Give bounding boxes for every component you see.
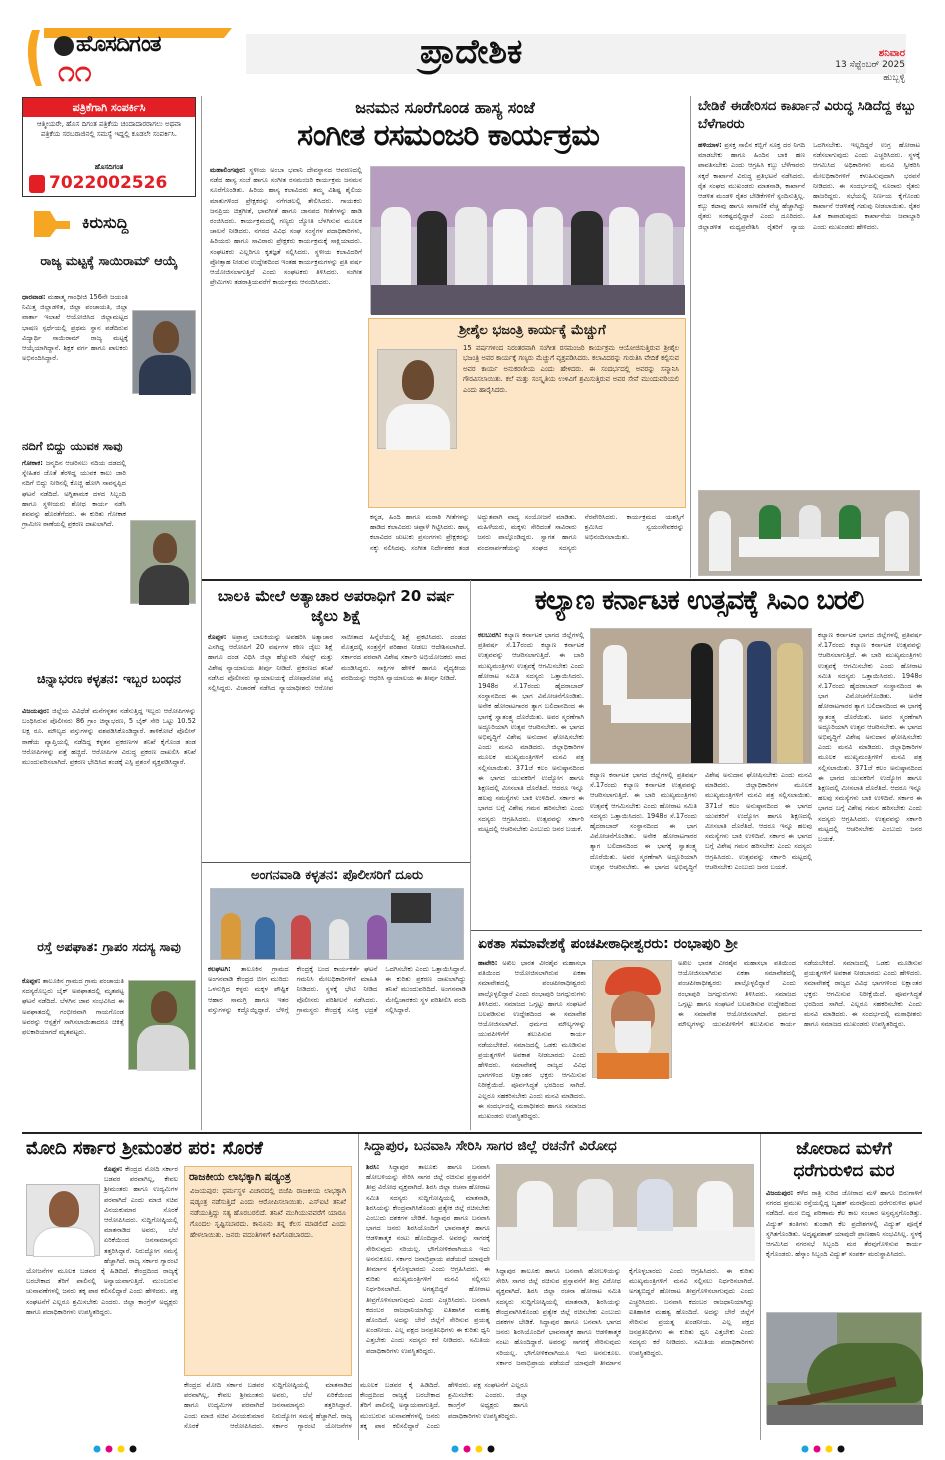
sagara-col2: ಸಿದ್ದಾಪುರ ತಾಲೂಕು ಹಾಗೂ ಬನವಾಸಿ ಹೋಬಳಿಯನ್ನು ಸೇರಿಸಿ ಸಾಗರ ಜಿಲ್ಲೆ ರಚಿಸುವ ಪ್ರಸ್ತಾವನೆಗೆ ತೀವ್ರ ವಿರೋಧ ವ್ಯಕ್ತವಾಗಿದೆ. ಶಿರಸಿ ಜಿಲ್ಲಾ ರಚನಾ ಹೋರಾಟ ಸಮಿತಿ ಸದಸ್ಯರು ಸುದ್ದಿಗೋಷ್ಠಿಯಲ್ಲಿ ಮಾತನಾಡಿ, ಶಿರಸಿಯನ್ನು ಕೇಂದ್ರವಾಗಿಸಿಕೊಂಡು ಪ್ರತ್ಯೇಕ ಜಿಲ್ಲೆ ರಚಿಸಬೇಕು ಎಂಬುದು ದಶಕಗಳ ಬೇಡಿಕೆ. ಸಿದ್ದಾಪುರ ಹಾಗೂ ಬನವಾಸಿ ಭಾಗದ ಜನರು ಶಿರಸಿಯೊಂದಿಗೆ ಭಾವನಾತ್ಮಕ ಹಾಗೂ ಆಡಳಿತಾತ್ಮಕ ನಂಟು ಹೊಂದಿದ್ದಾರೆ. ಅವರನ್ನು ಸಾಗರಕ್ಕೆ ಸೇರಿಸುವುದು ಸರಿಯಲ್ಲ. ಭೌಗೋಳಿಕವಾಗಿಯೂ ಇದು ಅನನುಕೂಲ. ಸರ್ಕಾರ ಜನಾಭಿಪ್ರಾಯ ಪಡೆಯದೆ ಯಾವುದೇ ತೀರ್ಮಾನ ಕೈಗೊಳ್ಳಬಾರದು ಎಂದು ಆಗ್ರಹಿಸಿದರು. ಈ ಕುರಿತು ಮುಖ್ಯಮಂತ್ರಿಗಳಿಗೆ ಮನವಿ ಸಲ್ಲಿಸಲು ನಿರ್ಧರಿಸಲಾಗಿದೆ. ಅಗತ್ಯಬಿದ್ದರೆ ಹೋರಾಟ ತೀವ್ರಗೊಳಿಸಲಾಗುವುದು ಎಂದು ಎಚ್ಚರಿಸಿದರು. ಬನವಾಸಿ ಕದಂಬರ ರಾಜಧಾನಿಯಾಗಿದ್ದು ಐತಿಹಾಸಿಕ ಮಹತ್ವ ಹೊಂದಿದೆ. ಅದನ್ನು ಬೇರೆ ಜಿಲ್ಲೆಗೆ ಸೇರಿಸುವ ಪ್ರಯತ್ನ ಖಂಡನೀಯ. ಎಲ್ಲ ಪಕ್ಷದ ಜನಪ್ರತಿನಿಧಿಗಳು ಈ ಕುರಿತು ಧ್ವನಿ ಎತ್ತಬೇಕು ಎಂದು ಸದಸ್ಯರು ಕರೆ ನೀಡಿದರು. ಸಮಿತಿಯ ಪದಾಧಿಕಾರಿಗಳು ಉಪಸ್ಥಿತರಿದ್ದರು. xyxy=(496,1267,754,1367)
contact-sign: ಹೊಸದಿಗಂತ xyxy=(94,163,124,171)
ekata-headline: ಏಕತಾ ಸಮಾವೇಶಕ್ಕೆ ಪಂಚಪೀಠಾಧೀಶ್ವರರು: ರಂಭಾಪುರಿ ಶ್ರೀ xyxy=(478,936,738,952)
brief-theft xyxy=(22,670,196,932)
brief-text: ತಾಲೂಕಿನ ಗ್ರಾಮದ ಗ್ರಾಮ ಪಂಚಾಯತಿ ಸದಸ್ಯರೊಬ್ಬರು ಬೈಕ್ ಅಪಘಾತದಲ್ಲಿ ಮೃತಪಟ್ಟ ಘಟನೆ ನಡೆದಿದೆ. ಬೆಳಗಿನ ಜಾವ ಸಂಭವಿಸಿದ ಈ ಅಪಘಾತದಲ್ಲಿ ಗಂಭೀರವಾಗಿ ಗಾಯಗೊಂಡ ಅವರನ್ನು ಆಸ್ಪತ್ರೆಗೆ ಸಾಗಿಸಲಾಯಿತಾದರೂ ಚಿಕಿತ್ಸೆ ಫಲಕಾರಿಯಾಗದೆ ಮೃತಪಟ್ಟರು. xyxy=(22,977,124,1037)
person-figure xyxy=(455,207,487,285)
person-figure xyxy=(719,639,743,763)
person-shirt xyxy=(386,404,450,450)
bhajantri-photo xyxy=(377,349,457,449)
farmers-body xyxy=(698,140,920,486)
person-figure xyxy=(885,511,909,571)
tree-dateline: ವಿಜಯಪುರ: xyxy=(766,1189,794,1197)
kalyana-col1 xyxy=(478,630,584,925)
tree-headline: ಜೋರಾದ ಮಳೆಗೆ ಧರೆಗುರುಳಿದ ಮರ xyxy=(793,1139,895,1181)
registration-marks xyxy=(0,1444,945,1456)
modi-body-2: ಕೇಂದ್ರದ ಮೋದಿ ಸರ್ಕಾರ ಬಡವರ ಪರವಾಗಿಲ್ಲ, ಕೇವಲ ಶ್ರೀಮಂತರು ಹಾಗೂ ಉದ್ಯಮಿಗಳ ಪರವಾಗಿದೆ ಎಂದು ಮಾಜಿ ಸಚಿವ ವಿನಯಕುಮಾರ ಸೊರಕೆ ಆರೋಪಿಸಿದರು. ಸುದ್ದಿಗೋಷ್ಠಿಯಲ್ಲಿ ಮಾತನಾಡಿದ ಅವರು, ಬೆಲೆ ಏರಿಕೆಯಿಂದ ಜನಸಾಮಾನ್ಯರು ತತ್ತರಿಸಿದ್ದಾರೆ. ನಿರುದ್ಯೋಗ ಸಮಸ್ಯೆ ಹೆಚ್ಚಾಗಿದೆ. ರಾಜ್ಯ ಸರ್ಕಾರ ಗ್ಯಾರಂಟಿ ಯೋಜನೆಗಳ ಮೂಲಕ ಬಡವರ ಕೈ ಹಿಡಿದಿದೆ. ಕೇಂದ್ರದಿಂದ ರಾಜ್ಯಕ್ಕೆ ಬರಬೇಕಾದ ತೆರಿಗೆ ಪಾಲಿನಲ್ಲಿ ಅನ್ಯಾಯವಾಗುತ್ತಿದೆ. ಮುಂಬರುವ ಚುನಾವಣೆಗಳಲ್ಲಿ ಜನರು ತಕ್ಕ ಪಾಠ ಕಲಿಸಲಿದ್ದಾರೆ ಎಂದು ಹೇಳಿದರು. ಪಕ್ಷ ಸಂಘಟನೆಗೆ ಎಲ್ಲರೂ ಶ್ರಮಿಸಬೇಕು ಎಂದರು. ಜಿಲ್ಲಾ ಕಾಂಗ್ರೆಸ್ ಅಧ್ಯಕ್ಷರು ಹಾಗೂ ಪದಾಧಿಕಾರಿಗಳು ಉಪಸ್ಥಿತರಿದ್ದರು. xyxy=(184,1381,528,1430)
divider-h2 xyxy=(202,862,470,863)
swamiji-photo xyxy=(592,960,672,1078)
lead-kicker: ಜನಮನ ಸೂರೆಗೊಂಡ ಹಾಸ್ಯ ಸಂಜೆ xyxy=(355,98,535,117)
bhajantri-box xyxy=(368,318,686,508)
sagara-dateline: ಶಿರಸಿ: xyxy=(366,1163,380,1171)
person-figure xyxy=(577,1179,613,1231)
person-figure xyxy=(417,211,447,285)
section-title: ಪ್ರಾದೇಶಿಕ xyxy=(420,32,523,72)
person-figure xyxy=(603,645,627,705)
person-figure xyxy=(571,211,603,285)
brief-dateline: ವಿಜಯಪುರ: xyxy=(22,707,50,715)
kalyana-col2: ಕಲ್ಯಾಣ ಕರ್ನಾಟಕ ಭಾಗದ ಜಿಲ್ಲೆಗಳಲ್ಲಿ ಪ್ರತಿವರ್ಷ ಸೆ.17ರಂದು ಕಲ್ಯಾಣ ಕರ್ನಾಟಕ ಉತ್ಸವವನ್ನು ಆಚರಿಸಲಾಗುತ್ತಿದೆ. ಈ ಬಾರಿ ಮುಖ್ಯಮಂತ್ರಿಗಳು ಉತ್ಸವಕ್ಕೆ ಆಗಮಿಸಬೇಕು ಎಂದು ಹೋರಾಟ ಸಮಿತಿ ಸದಸ್ಯರು ಒತ್ತಾಯಿಸಿದರು. 1948ರ ಸೆ.17ರಂದು ಹೈದರಾಬಾದ್ ಸಂಸ್ಥಾನದಿಂದ ಈ ಭಾಗ ವಿಮೋಚನೆಗೊಂಡಿತು. ಅನೇಕ ಹೋರಾಟಗಾರರ ತ್ಯಾಗ ಬಲಿದಾನದಿಂದ ಈ ಭಾಗಕ್ಕೆ ಸ್ವಾತಂತ್ರ್ಯ ದೊರೆಯಿತು. ಅವರ ಸ್ಮರಣೆಗಾಗಿ ಅದ್ದೂರಿಯಾಗಿ ಉತ್ಸವ ಆಚರಿಸಬೇಕು. ಈ ಭಾಗದ ಅಭಿವೃದ್ಧಿಗೆ ವಿಶೇಷ ಅನುದಾನ ಘೋಷಿಸಬೇಕು ಎಂದು ಮನವಿ ಮಾಡಿದರು. ಜಿಲ್ಲಾಧಿಕಾರಿಗಳ ಮೂಲಕ ಮುಖ್ಯಮಂತ್ರಿಗಳಿಗೆ ಮನವಿ ಪತ್ರ ಸಲ್ಲಿಸಲಾಯಿತು. 371ಜೆ ಕಲಂ ಅನುಷ್ಠಾನದಿಂದ ಈ ಭಾಗದ ಯುವಕರಿಗೆ ಉದ್ಯೋಗ ಹಾಗೂ ಶಿಕ್ಷಣದಲ್ಲಿ ಮೀಸಲಾತಿ ದೊರೆತಿದೆ. ಆದರೂ ಇನ್ನೂ ಹಲವು ಸಮಸ್ಯೆಗಳು ಬಾಕಿ ಉಳಿದಿವೆ. ಸರ್ಕಾರ ಈ ಭಾಗದ ಬಗ್ಗೆ ವಿಶೇಷ ಗಮನ ಹರಿಸಬೇಕು ಎಂದು ಸದಸ್ಯರು ಆಗ್ರಹಿಸಿದರು. ಉತ್ಸವವನ್ನು ಸರ್ಕಾರಿ ಮಟ್ಟದಲ್ಲಿ ಆಚರಿಸಬೇಕು ಎಂಬುದು ಜನರ ಬಯಕೆ. xyxy=(590,771,812,871)
person-figure xyxy=(777,643,803,763)
anganwadi-text: ತಾಲೂಕಿನ ಗ್ರಾಮದ ಅಂಗನವಾಡಿ ಕೇಂದ್ರದ ಬೀಗ ಮುರಿದು ಒಳನುಗ್ಗಿದ ಕಳ್ಳರು ಮಕ್ಕಳ ಪೌಷ್ಟಿಕ ಆಹಾರ ಸಾಮಗ್ರಿ ಹಾಗೂ ಇತರ ವಸ್ತುಗಳನ್ನು ಕದ್ದೊಯ್ದಿದ್ದಾರೆ. ಬೆಳಿಗ್ಗೆ ಕೇಂದ್ರಕ್ಕೆ ಬಂದ ಕಾರ್ಯಕರ್ತೆ ಘಟನೆ ಗಮನಿಸಿ ಮೇಲಧಿಕಾರಿಗಳಿಗೆ ಮಾಹಿತಿ ನೀಡಿದರು. ಸ್ಥಳಕ್ಕೆ ಭೇಟಿ ನೀಡಿದ ಪೊಲೀಸರು ಪರಿಶೀಲನೆ ನಡೆಸಿದರು. ಗ್ರಾಮಸ್ಥರು ಕೇಂದ್ರಕ್ಕೆ ಸೂಕ್ತ ಭದ್ರತೆ ಒದಗಿಸಬೇಕು ಎಂದು ಒತ್ತಾಯಿಸಿದ್ದಾರೆ. ಈ ಕುರಿತು ಪ್ರಕರಣ ದಾಖಲಾಗಿದ್ದು ತನಿಖೆ ಮುಂದುವರಿದಿದೆ. ಅಂಗನವಾಡಿ ಮೇಲ್ವಿಚಾರಕರು ಸ್ಥಳ ಪರಿಶೀಲಿಸಿ ವರದಿ ಸಲ್ಲಿಸಿದ್ದಾರೆ. xyxy=(208,965,466,1014)
divider-v2 xyxy=(470,580,471,1130)
person-figure xyxy=(697,1181,733,1231)
ekata-col2: ಅಖಿಲ ಭಾರತ ವೀರಶೈವ ಮಹಾಸಭಾ ವತಿಯಿಂದ ಆಯೋಜಿಸಲಾಗಿರುವ ಏಕತಾ ಸಮಾವೇಶದಲ್ಲಿ ಪಂಚಪೀಠಾಧೀಶ್ವರರು ಪಾಲ್ಗೊಳ್ಳಲಿದ್ದಾರೆ ಎಂದು ರಂಭಾಪುರಿ ಜಗದ್ಗುರುಗಳು ತಿಳಿಸಿದರು. ಸಮಾಜದ ಒಗ್ಗಟ್ಟು ಹಾಗೂ ಸಂಘಟನೆ ಬಲಪಡಿಸುವ ಉದ್ದೇಶದಿಂದ ಈ ಸಮಾವೇಶ ಆಯೋಜಿಸಲಾಗಿದೆ. ಧರ್ಮದ ಮೌಲ್ಯಗಳನ್ನು ಯುವಪೀಳಿಗೆಗೆ ತಲುಪಿಸುವ ಕಾರ್ಯ ನಡೆಯಬೇಕಿದೆ. ಸಮಾಜದಲ್ಲಿ ಒಡಕು ಮೂಡಿಸುವ ಪ್ರಯತ್ನಗಳಿಗೆ ಅವಕಾಶ ನೀಡಬಾರದು ಎಂದು ಹೇಳಿದರು. ಸಮಾವೇಶಕ್ಕೆ ರಾಜ್ಯದ ವಿವಿಧ ಭಾಗಗಳಿಂದ ಲಕ್ಷಾಂತರ ಭಕ್ತರು ಆಗಮಿಸುವ ನಿರೀಕ್ಷೆಯಿದೆ. ಪೂರ್ವಸಿದ್ಧತೆ ಭರದಿಂದ ಸಾಗಿದೆ. ಎಲ್ಲರೂ ಸಹಕರಿಸಬೇಕು ಎಂದು ಮನವಿ ಮಾಡಿದರು. ಈ ಸಂದರ್ಭದಲ್ಲಿ ಮಠಾಧೀಶರು ಹಾಗೂ ಸಮಾಜದ ಮುಖಂಡರು ಉಪಸ್ಥಿತರಿದ್ದರು. xyxy=(678,959,922,1029)
sidebar-divider xyxy=(201,96,202,1130)
person-figure xyxy=(747,641,771,763)
lead-body xyxy=(210,165,362,515)
brief-headline: ರಸ್ತೆ ಅಪಘಾತ: ಗ್ರಾಪಂ ಸದಸ್ಯ ಸಾವು xyxy=(37,939,181,954)
kalyana-photo xyxy=(590,628,812,764)
divider-v4 xyxy=(760,1134,761,1440)
farmers-text: ಪ್ರಸಕ್ತ ಸಾಲಿನ ಕಬ್ಬಿಗೆ ಸೂಕ್ತ ದರ ನಿಗದಿ ಮಾಡಬೇಕು ಹಾಗೂ ಹಿಂದಿನ ಬಾಕಿ ಹಣ ಪಾವತಿಸಬೇಕು ಎಂದು ಆಗ್ರಹಿಸಿ ಕಬ್ಬು ಬೆಳೆಗಾರರು ಸಕ್ಕರೆ ಕಾರ್ಖಾನೆ ವಿರುದ್ಧ ಪ್ರತಿಭಟನೆ ನಡೆಸಿದರು. ರೈತ ಸಂಘದ ಮುಖಂಡರು ಮಾತನಾಡಿ, ಕಾರ್ಖಾನೆ ಆಡಳಿತ ಮಂಡಳಿ ರೈತರ ಬೇಡಿಕೆಗಳಿಗೆ ಸ್ಪಂದಿಸುತ್ತಿಲ್ಲ. ಕಬ್ಬು ಕಟಾವು ಹಾಗೂ ಸಾಗಾಣಿಕೆ ವೆಚ್ಚ ಹೆಚ್ಚಾಗಿದ್ದು ರೈತರು ಸಂಕಷ್ಟದಲ್ಲಿದ್ದಾರೆ ಎಂದು ದೂರಿದರು. ಜಿಲ್ಲಾಡಳಿತ ಮಧ್ಯಪ್ರವೇಶಿಸಿ ರೈತರಿಗೆ ನ್ಯಾಯ ಒದಗಿಸಬೇಕು. ಇಲ್ಲದಿದ್ದರೆ ಉಗ್ರ ಹೋರಾಟ ನಡೆಸಲಾಗುವುದು ಎಂದು ಎಚ್ಚರಿಸಿದರು. ಸ್ಥಳಕ್ಕೆ ಆಗಮಿಸಿದ ಅಧಿಕಾರಿಗಳು ಮನವಿ ಸ್ವೀಕರಿಸಿ ಮೇಲಧಿಕಾರಿಗಳಿಗೆ ಕಳುಹಿಸುವುದಾಗಿ ಭರವಸೆ ನೀಡಿದರು. ಈ ಸಂದರ್ಭದಲ್ಲಿ ನೂರಾರು ರೈತರು ಹಾಜರಿದ್ದರು. ಸಭೆಯಲ್ಲಿ ನಿರ್ಣಯ ಕೈಗೊಂಡು ಕಾರ್ಖಾನೆ ಆಡಳಿತಕ್ಕೆ ಗಡುವು ನೀಡಲಾಯಿತು. ರೈತರ ಹಿತ ಕಾಪಾಡುವುದು ಕಾರ್ಖಾನೆಯ ಜವಾಬ್ದಾರಿ ಎಂದು ಮುಖಂಡರು ಹೇಳಿದರು. xyxy=(698,141,920,231)
wall-board xyxy=(391,893,431,923)
logo-text: ಹೊಸದಿಗಂತ xyxy=(76,32,161,57)
phone-icon xyxy=(29,175,45,193)
phone-row xyxy=(29,173,191,195)
ekata-dateline: ಹಾವೇರಿ: xyxy=(478,959,498,967)
brief-body xyxy=(22,292,196,432)
edition-city: ಹುಬ್ಬಳ್ಳಿ xyxy=(883,73,905,83)
registration-center xyxy=(450,1444,500,1454)
lead-text: ಸ್ಥಳೀಯ ಅಂಬಾ ಭವಾನಿ ದೇವಸ್ಥಾನದ ಆವರಣದಲ್ಲಿ ನಡೆದ ಹಾಸ್ಯ ಸಂಜೆ ಹಾಗೂ ಸಂಗೀತ ರಸಮಂಜರಿ ಕಾರ್ಯಕ್ರಮ ಜನಮನ ಸೂರೆಗೊಂಡಿತು. ಹಿರಿಯ ಹಾಸ್ಯ ಕಲಾವಿದರು ತಮ್ಮ ವಿಶಿಷ್ಟ ಶೈಲಿಯ ಮಾತುಗಳಿಂದ ಪ್ರೇಕ್ಷಕರನ್ನು ನಗೆಗಡಲಲ್ಲಿ ತೇಲಿಸಿದರು. ಗಾಯಕರು ಜನಪ್ರಿಯ ಚಿತ್ರಗೀತೆ, ಭಾವಗೀತೆ ಹಾಗೂ ಜಾನಪದ ಗೀತೆಗಳನ್ನು ಹಾಡಿ ರಂಜಿಸಿದರು. ಕಾರ್ಯಕ್ರಮದಲ್ಲಿ ಗಣ್ಯರು ಜ್ಯೋತಿ ಬೆಳಗಿಸುವ ಮೂಲಕ ಚಾಲನೆ ನೀಡಿದರು. ನಗರದ ವಿವಿಧ ಸಂಘ ಸಂಸ್ಥೆಗಳ ಪದಾಧಿಕಾರಿಗಳು, ಹಿರಿಯರು ಹಾಗೂ ಸಾವಿರಾರು ಪ್ರೇಕ್ಷಕರು ಕಾರ್ಯಕ್ರಮಕ್ಕೆ ಸಾಕ್ಷಿಯಾದರು. ಸಂಘಟಕರು ಎಲ್ಲರಿಗೂ ಕೃತಜ್ಞತೆ ಸಲ್ಲಿಸಿದರು. ಸ್ಥಳೀಯ ಕಲಾವಿದರಿಗೆ ಪ್ರೋತ್ಸಾಹ ನೀಡುವ ಉದ್ದೇಶದಿಂದ ಇಂತಹ ಕಾರ್ಯಕ್ರಮಗಳನ್ನು ಪ್ರತಿ ವರ್ಷ ಆಯೋಜಿಸಲಾಗುತ್ತಿದೆ ಎಂದು ಸಂಘಟಕರು ತಿಳಿಸಿದರು. ಸಂಗೀತ ಪ್ರೇಮಿಗಳು ತಡರಾತ್ರಿಯವರೆಗೆ ಕಾರ್ಯಕ್ರಮ ಆನಂದಿಸಿದರು. xyxy=(210,166,362,287)
anganwadi-dateline: ಕಲಘಟಗಿ: xyxy=(208,965,231,973)
person-figure xyxy=(609,207,639,285)
sagara-photo xyxy=(496,1164,754,1260)
box-title: ಶ್ರೀಶೈಲ ಭಜಂತ್ರಿ ಕಾರ್ಯಕ್ಕೆ ಮೆಚ್ಚುಗೆ xyxy=(459,323,606,338)
person-figure xyxy=(329,919,349,959)
brief-river xyxy=(22,438,196,663)
person-figure xyxy=(493,209,527,285)
anganwadi-body xyxy=(208,964,466,1130)
person-figure xyxy=(533,207,563,285)
box-title: ರಾಜಕೀಯ ಲಾಭಕ್ಕಾಗಿ ಷಡ್ಯಂತ್ರ xyxy=(189,1171,291,1183)
brief-sairam xyxy=(22,252,196,432)
sagara-headline: ಸಿದ್ದಾಪುರ, ಬನವಾಸಿ ಸೇರಿಸಿ ಸಾಗರ ಜಿಲ್ಲೆ ರಚನೆಗೆ ವಿರೋಧ xyxy=(364,1138,617,1154)
table xyxy=(739,537,879,557)
person-figure xyxy=(381,207,411,285)
brief-headline: ನದಿಗೆ ಬಿದ್ದು ಯುವಕ ಸಾವು xyxy=(22,439,123,453)
person-figure xyxy=(255,917,275,959)
modi-dateline: ಕೊಪ್ಪಳ: xyxy=(104,1165,123,1173)
pocso-body xyxy=(208,632,466,856)
farmers-dateline: ಹಳಿಯಾಳ: xyxy=(698,141,722,149)
kirusuddi-title: ಕಿರುಸುದ್ದಿ xyxy=(82,213,129,232)
person-figure xyxy=(691,643,713,763)
modi-body xyxy=(26,1164,178,1440)
phone-number: 7022002526 xyxy=(49,173,168,193)
brief-body xyxy=(22,706,196,932)
stage-floor xyxy=(371,285,685,315)
farmers-headline: ಬೇಡಿಕೆ ಈಡೇರಿಸದ ಕಾರ್ಖಾನೆ ವಿರುದ್ಧ ಸಿಡಿದೆದ್ದ ಕಬ್ಬು ಬೆಳೆಗಾರರು xyxy=(698,99,917,132)
anganwadi-photo xyxy=(210,888,464,960)
lead-dateline: ಮಹಾಲಿಂಗಪುರ: xyxy=(210,166,246,174)
contact-body: ಆತ್ಮೀಯರೇ, ಹೊಸ ದಿಗಂತ ಪತ್ರಿಕೆಯ ಚಂದಾದಾರರಾಗಲು ಅಥವಾ ಪತ್ರಿಕೆಯ ಸರಬರಾಜಿನಲ್ಲಿ ಸಮಸ್ಯೆ ಇದ್ದಲ್ಲಿ ಕೂಡಲೇ ಸಂಪರ್ಕಿಸಿ. xyxy=(36,120,182,138)
person-face xyxy=(402,360,434,400)
brief-dateline: ಗೋಕಾಕ: xyxy=(22,459,43,467)
box-body: ವಿಜಯಪುರ: ಧರ್ಮಸ್ಥಳ ವಿಚಾರದಲ್ಲಿ ಬಿಜೆಪಿ ರಾಜಕೀಯ ಲಾಭಕ್ಕಾಗಿ ಷಡ್ಯಂತ್ರ ನಡೆಸುತ್ತಿದೆ ಎಂದು ಆರೋಪಿಸಲಾಯಿತು. ಎಸ್ಐಟಿ ತನಿಖೆ ನಡೆಯುತ್ತಿದ್ದು ಸತ್ಯ ಹೊರಬರಲಿದೆ. ತನಿಖೆ ಮುಗಿಯುವವರೆಗೆ ಯಾರೂ ಗೊಂದಲ ಸೃಷ್ಟಿಸಬಾರದು. ಕಾನೂನು ತನ್ನ ಕೆಲಸ ಮಾಡಲಿದೆ ಎಂದು ಹೇಳಲಾಯಿತು. ಜನರು ವದಂತಿಗಳಿಗೆ ಕಿವಿಗೊಡಬಾರದು. xyxy=(190,1187,346,1239)
farmers-photo xyxy=(698,490,920,576)
kalyana-text: ಕಲ್ಯಾಣ ಕರ್ನಾಟಕ ಭಾಗದ ಜಿಲ್ಲೆಗಳಲ್ಲಿ ಪ್ರತಿವರ್ಷ ಸೆ.17ರಂದು ಕಲ್ಯಾಣ ಕರ್ನಾಟಕ ಉತ್ಸವವನ್ನು ಆಚರಿಸಲಾಗುತ್ತಿದೆ. ಈ ಬಾರಿ ಮುಖ್ಯಮಂತ್ರಿಗಳು ಉತ್ಸವಕ್ಕೆ ಆಗಮಿಸಬೇಕು ಎಂದು ಹೋರಾಟ ಸಮಿತಿ ಸದಸ್ಯರು ಒತ್ತಾಯಿಸಿದರು. 1948ರ ಸೆ.17ರಂದು ಹೈದರಾಬಾದ್ ಸಂಸ್ಥಾನದಿಂದ ಈ ಭಾಗ ವಿಮೋಚನೆಗೊಂಡಿತು. ಅನೇಕ ಹೋರಾಟಗಾರರ ತ್ಯಾಗ ಬಲಿದಾನದಿಂದ ಈ ಭಾಗಕ್ಕೆ ಸ್ವಾತಂತ್ರ್ಯ ದೊರೆಯಿತು. ಅವರ ಸ್ಮರಣೆಗಾಗಿ ಅದ್ದೂರಿಯಾಗಿ ಉತ್ಸವ ಆಚರಿಸಬೇಕು. ಈ ಭಾಗದ ಅಭಿವೃದ್ಧಿಗೆ ವಿಶೇಷ ಅನುದಾನ ಘೋಷಿಸಬೇಕು ಎಂದು ಮನವಿ ಮಾಡಿದರು. ಜಿಲ್ಲಾಧಿಕಾರಿಗಳ ಮೂಲಕ ಮುಖ್ಯಮಂತ್ರಿಗಳಿಗೆ ಮನವಿ ಪತ್ರ ಸಲ್ಲಿಸಲಾಯಿತು. 371ಜೆ ಕಲಂ ಅನುಷ್ಠಾನದಿಂದ ಈ ಭಾಗದ ಯುವಕರಿಗೆ ಉದ್ಯೋಗ ಹಾಗೂ ಶಿಕ್ಷಣದಲ್ಲಿ ಮೀಸಲಾತಿ ದೊರೆತಿದೆ. ಆದರೂ ಇನ್ನೂ ಹಲವು ಸಮಸ್ಯೆಗಳು ಬಾಕಿ ಉಳಿದಿವೆ. ಸರ್ಕಾರ ಈ ಭಾಗದ ಬಗ್ಗೆ ವಿಶೇಷ ಗಮನ ಹರಿಸಬೇಕು ಎಂದು ಸದಸ್ಯರು ಆಗ್ರಹಿಸಿದರು. ಉತ್ಸವವನ್ನು ಸರ್ಕಾರಿ ಮಟ್ಟದಲ್ಲಿ ಆಚರಿಸಬೇಕು ಎಂಬುದು ಜನರ ಬಯಕೆ. xyxy=(478,631,584,833)
divider-h1 xyxy=(202,579,922,581)
politics-box xyxy=(184,1166,352,1376)
sairam-photo xyxy=(132,310,196,394)
kirusuddi-header xyxy=(22,203,196,243)
contact-box xyxy=(22,97,196,197)
masthead xyxy=(0,0,945,96)
brief-body xyxy=(22,976,196,1130)
person-face xyxy=(153,321,179,353)
registration-left xyxy=(92,1444,142,1454)
anganwadi-headline: ಅಂಗನವಾಡಿ ಕಳ್ಳತನ: ಪೊಲೀಸರಿಗೆ ದೂರು xyxy=(251,868,423,883)
ekata-col1 xyxy=(478,958,586,1128)
person-figure xyxy=(291,915,311,959)
modi-headline: ಮೋದಿ ಸರ್ಕಾರ ಶ್ರೀಮಂತರ ಪರ: ಸೊರಕೆ xyxy=(26,1138,263,1159)
youth-photo xyxy=(130,520,196,604)
edition-date: 13 ಸೆಪ್ಟೆಂಬರ್ 2025 xyxy=(835,60,905,70)
modi-text: ಕೇಂದ್ರದ ಮೋದಿ ಸರ್ಕಾರ ಬಡವರ ಪರವಾಗಿಲ್ಲ, ಕೇವಲ ಶ್ರೀಮಂತರು ಹಾಗೂ ಉದ್ಯಮಿಗಳ ಪರವಾಗಿದೆ ಎಂದು ಮಾಜಿ ಸಚಿವ ವಿನಯಕುಮಾರ ಸೊರಕೆ ಆರೋಪಿಸಿದರು. ಸುದ್ದಿಗೋಷ್ಠಿಯಲ್ಲಿ ಮಾತನಾಡಿದ ಅವರು, ಬೆಲೆ ಏರಿಕೆಯಿಂದ ಜನಸಾಮಾನ್ಯರು ತತ್ತರಿಸಿದ್ದಾರೆ. ನಿರುದ್ಯೋಗ ಸಮಸ್ಯೆ ಹೆಚ್ಚಾಗಿದೆ. ರಾಜ್ಯ ಸರ್ಕಾರ ಗ್ಯಾರಂಟಿ ಯೋಜನೆಗಳ ಮೂಲಕ ಬಡವರ ಕೈ ಹಿಡಿದಿದೆ. ಕೇಂದ್ರದಿಂದ ರಾಜ್ಯಕ್ಕೆ ಬರಬೇಕಾದ ತೆರಿಗೆ ಪಾಲಿನಲ್ಲಿ ಅನ್ಯಾಯವಾಗುತ್ತಿದೆ. ಮುಂಬರುವ ಚುನಾವಣೆಗಳಲ್ಲಿ ಜನರು ತಕ್ಕ ಪಾಠ ಕಲಿಸಲಿದ್ದಾರೆ ಎಂದು ಹೇಳಿದರು. ಪಕ್ಷ ಸಂಘಟನೆಗೆ ಎಲ್ಲರೂ ಶ್ರಮಿಸಬೇಕು ಎಂದರು. ಜಿಲ್ಲಾ ಕಾಂಗ್ರೆಸ್ ಅಧ್ಯಕ್ಷರು ಹಾಗೂ ಪದಾಧಿಕಾರಿಗಳು ಉಪಸ್ಥಿತರಿದ್ದರು. xyxy=(26,1165,178,1316)
divider-v3 xyxy=(358,1134,359,1440)
brief-text: ಮಹಾತ್ಮ ಗಾಂಧೀಜಿ 156ನೇ ಜಯಂತಿ ನಿಮಿತ್ತ ಜಿಲ್ಲಾಡಳಿತ, ಜಿಲ್ಲಾ ಪಂಚಾಯತಿ, ಜಿಲ್ಲಾ ವಾರ್ತಾ ಇಲಾಖೆ ಆಯೋಜಿಸಿದ ಜಿಲ್ಲಾಮಟ್ಟದ ಭಾಷಣ ಸ್ಪರ್ಧೆಯಲ್ಲಿ ಪ್ರಥಮ ಸ್ಥಾನ ಪಡೆದಿರುವ ವಿದ್ಯಾರ್ಥಿ ಸಾಯಿರಾಮ್ ರಾಜ್ಯ ಮಟ್ಟಕ್ಕೆ ಆಯ್ಕೆಯಾಗಿದ್ದಾನೆ. ಶಿಕ್ಷಕ ವರ್ಗ ಹಾಗೂ ಪಾಲಕರು ಅಭಿನಂದಿಸಿದ್ದಾರೆ. xyxy=(22,293,128,363)
sagara-text: ಸಿದ್ದಾಪುರ ತಾಲೂಕು ಹಾಗೂ ಬನವಾಸಿ ಹೋಬಳಿಯನ್ನು ಸೇರಿಸಿ ಸಾಗರ ಜಿಲ್ಲೆ ರಚಿಸುವ ಪ್ರಸ್ತಾವನೆಗೆ ತೀವ್ರ ವಿರೋಧ ವ್ಯಕ್ತವಾಗಿದೆ. ಶಿರಸಿ ಜಿಲ್ಲಾ ರಚನಾ ಹೋರಾಟ ಸಮಿತಿ ಸದಸ್ಯರು ಸುದ್ದಿಗೋಷ್ಠಿಯಲ್ಲಿ ಮಾತನಾಡಿ, ಶಿರಸಿಯನ್ನು ಕೇಂದ್ರವಾಗಿಸಿಕೊಂಡು ಪ್ರತ್ಯೇಕ ಜಿಲ್ಲೆ ರಚಿಸಬೇಕು ಎಂಬುದು ದಶಕಗಳ ಬೇಡಿಕೆ. ಸಿದ್ದಾಪುರ ಹಾಗೂ ಬನವಾಸಿ ಭಾಗದ ಜನರು ಶಿರಸಿಯೊಂದಿಗೆ ಭಾವನಾತ್ಮಕ ಹಾಗೂ ಆಡಳಿತಾತ್ಮಕ ನಂಟು ಹೊಂದಿದ್ದಾರೆ. ಅವರನ್ನು ಸಾಗರಕ್ಕೆ ಸೇರಿಸುವುದು ಸರಿಯಲ್ಲ. ಭೌಗೋಳಿಕವಾಗಿಯೂ ಇದು ಅನನುಕೂಲ. ಸರ್ಕಾರ ಜನಾಭಿಪ್ರಾಯ ಪಡೆಯದೆ ಯಾವುದೇ ತೀರ್ಮಾನ ಕೈಗೊಳ್ಳಬಾರದು ಎಂದು ಆಗ್ರಹಿಸಿದರು. ಈ ಕುರಿತು ಮುಖ್ಯಮಂತ್ರಿಗಳಿಗೆ ಮನವಿ ಸಲ್ಲಿಸಲು ನಿರ್ಧರಿಸಲಾಗಿದೆ. ಅಗತ್ಯಬಿದ್ದರೆ ಹೋರಾಟ ತೀವ್ರಗೊಳಿಸಲಾಗುವುದು ಎಂದು ಎಚ್ಚರಿಸಿದರು. ಬನವಾಸಿ ಕದಂಬರ ರಾಜಧಾನಿಯಾಗಿದ್ದು ಐತಿಹಾಸಿಕ ಮಹತ್ವ ಹೊಂದಿದೆ. ಅದನ್ನು ಬೇರೆ ಜಿಲ್ಲೆಗೆ ಸೇರಿಸುವ ಪ್ರಯತ್ನ ಖಂಡನೀಯ. ಎಲ್ಲ ಪಕ್ಷದ ಜನಪ್ರತಿನಿಧಿಗಳು ಈ ಕುರಿತು ಧ್ವನಿ ಎತ್ತಬೇಕು ಎಂದು ಸದಸ್ಯರು ಕರೆ ನೀಡಿದರು. ಸಮಿತಿಯ ಪದಾಧಿಕಾರಿಗಳು ಉಪಸ್ಥಿತರಿದ್ದರು. xyxy=(366,1163,490,1355)
lead-headline: ಸಂಗೀತ ರಸಮಂಜರಿ ಕಾರ್ಯಕ್ರಮ xyxy=(297,118,599,153)
divider-h4 xyxy=(22,1132,922,1134)
brief-dateline: ಕೊಪ್ಪಳ: xyxy=(22,977,41,985)
person-figure xyxy=(839,505,861,539)
brief-headline: ಚಿನ್ನಾಭರಣ ಕಳ್ಳತನ: ಇಬ್ಬರ ಬಂಧನ xyxy=(37,671,181,686)
person-figure xyxy=(517,1181,553,1231)
edition-day: ಶನಿವಾರ xyxy=(878,48,905,59)
logo-emblem-icon xyxy=(54,36,74,56)
divider-v1 xyxy=(690,96,691,578)
kalyana-dateline: ಕಲಬುರಗಿ: xyxy=(478,631,502,639)
brief-text: ಜಿಲ್ಲೆಯ ವಿವಿಧೆಡೆ ಮನೆಗಳ್ಳತನ ನಡೆಸುತ್ತಿದ್ದ ಇಬ್ಬರು ಆರೋಪಿಗಳನ್ನು ಬಂಧಿಸಿರುವ ಪೊಲೀಸರು 86 ಗ್ರಾಂ ಚಿನ್ನಾಭರಣ, 5 ಬೈಕ್ ಸೇರಿ ಒಟ್ಟು 10.52 ಲಕ್ಷ ರೂ. ಮೌಲ್ಯದ ವಸ್ತುಗಳನ್ನು ವಶಪಡಿಸಿಕೊಂಡಿದ್ದಾರೆ. ತಾಳಿಕೋಟೆ ಪೊಲೀಸ್ ಠಾಣೆಯ ವ್ಯಾಪ್ತಿಯಲ್ಲಿ ನಡೆದಿದ್ದ ಕಳ್ಳತನ ಪ್ರಕರಣಗಳ ತನಿಖೆ ಕೈಗೊಂಡ ತಂಡ ಆರೋಪಿಗಳನ್ನು ಪತ್ತೆ ಹಚ್ಚಿದೆ. ಆರೋಪಿಗಳ ವಿರುದ್ಧ ಪ್ರಕರಣ ದಾಖಲಿಸಿ ತನಿಖೆ ಮುಂದುವರಿಸಲಾಗಿದೆ. ಪ್ರಕರಣ ಭೇದಿಸಿದ ತಂಡಕ್ಕೆ ಎಸ್ಪಿ ಪ್ರಶಂಸೆ ವ್ಯಕ್ತಪಡಿಸಿದ್ದಾರೆ. xyxy=(22,707,196,767)
brief-text: ಜನ್ಮದಿನ ಆಚರಿಸಲು ನದಿಯ ದಡದಲ್ಲಿ ಸ್ನೇಹಿತರ ಜೊತೆ ತೆರಳಿದ್ದ ಯುವಕ ಕಾಲು ಜಾರಿ ನದಿಗೆ ಬಿದ್ದು ನೀರಿನಲ್ಲಿ ಕೊಚ್ಚಿ ಹೋಗಿ ಸಾವನ್ನಪ್ಪಿದ ಘಟನೆ ನಡೆದಿದೆ. ಅಗ್ನಿಶಾಮಕ ದಳದ ಸಿಬ್ಬಂದಿ ಹಾಗೂ ಸ್ಥಳೀಯರು ಶೋಧ ಕಾರ್ಯ ನಡೆಸಿ ಶವವನ್ನು ಹೊರತೆಗೆದರು. ಈ ಕುರಿತು ಗೋಕಾಕ ಗ್ರಾಮೀಣ ಠಾಣೆಯಲ್ಲಿ ಪ್ರಕರಣ ದಾಖಲಾಗಿದೆ. xyxy=(22,459,126,529)
kalyana-col3: ಕಲ್ಯಾಣ ಕರ್ನಾಟಕ ಭಾಗದ ಜಿಲ್ಲೆಗಳಲ್ಲಿ ಪ್ರತಿವರ್ಷ ಸೆ.17ರಂದು ಕಲ್ಯಾಣ ಕರ್ನಾಟಕ ಉತ್ಸವವನ್ನು ಆಚರಿಸಲಾಗುತ್ತಿದೆ. ಈ ಬಾರಿ ಮುಖ್ಯಮಂತ್ರಿಗಳು ಉತ್ಸವಕ್ಕೆ ಆಗಮಿಸಬೇಕು ಎಂದು ಹೋರಾಟ ಸಮಿತಿ ಸದಸ್ಯರು ಒತ್ತಾಯಿಸಿದರು. 1948ರ ಸೆ.17ರಂದು ಹೈದರಾಬಾದ್ ಸಂಸ್ಥಾನದಿಂದ ಈ ಭಾಗ ವಿಮೋಚನೆಗೊಂಡಿತು. ಅನೇಕ ಹೋರಾಟಗಾರರ ತ್ಯಾಗ ಬಲಿದಾನದಿಂದ ಈ ಭಾಗಕ್ಕೆ ಸ್ವಾತಂತ್ರ್ಯ ದೊರೆಯಿತು. ಅವರ ಸ್ಮರಣೆಗಾಗಿ ಅದ್ದೂರಿಯಾಗಿ ಉತ್ಸವ ಆಚರಿಸಬೇಕು. ಈ ಭಾಗದ ಅಭಿವೃದ್ಧಿಗೆ ವಿಶೇಷ ಅನುದಾನ ಘೋಷಿಸಬೇಕು ಎಂದು ಮನವಿ ಮಾಡಿದರು. ಜಿಲ್ಲಾಧಿಕಾರಿಗಳ ಮೂಲಕ ಮುಖ್ಯಮಂತ್ರಿಗಳಿಗೆ ಮನವಿ ಪತ್ರ ಸಲ್ಲಿಸಲಾಯಿತು. 371ಜೆ ಕಲಂ ಅನುಷ್ಠಾನದಿಂದ ಈ ಭಾಗದ ಯುವಕರಿಗೆ ಉದ್ಯೋಗ ಹಾಗೂ ಶಿಕ್ಷಣದಲ್ಲಿ ಮೀಸಲಾತಿ ದೊರೆತಿದೆ. ಆದರೂ ಇನ್ನೂ ಹಲವು ಸಮಸ್ಯೆಗಳು ಬಾಕಿ ಉಳಿದಿವೆ. ಸರ್ಕಾರ ಈ ಭಾಗದ ಬಗ್ಗೆ ವಿಶೇಷ ಗಮನ ಹರಿಸಬೇಕು ಎಂದು ಸದಸ್ಯರು ಆಗ್ರಹಿಸಿದರು. ಉತ್ಸವವನ್ನು ಸರ್ಕಾರಿ ಮಟ್ಟದಲ್ಲಿ ಆಚರಿಸಬೇಕು ಎಂಬುದು ಜನರ ಬಯಕೆ. xyxy=(818,631,922,844)
person-figure xyxy=(637,1179,673,1231)
brief-accident xyxy=(22,938,196,1130)
tree-text: ಕಳೆದ ರಾತ್ರಿ ಸುರಿದ ಜೋರಾದ ಮಳೆ ಹಾಗೂ ಬಿರುಗಾಳಿಗೆ ನಗರದ ಪ್ರಮುಖ ರಸ್ತೆಯಲ್ಲಿದ್ದ ಬೃಹತ್ ಮರವೊಂದು ಧರೆಗುರುಳಿದ ಘಟನೆ ನಡೆದಿದೆ. ಮರ ಬಿದ್ದ ಪರಿಣಾಮ ಕೆಲ ಕಾಲ ಸಂಚಾರ ಅಸ್ತವ್ಯಸ್ತಗೊಂಡಿತ್ತು. ವಿದ್ಯುತ್ ತಂತಿಗಳು ತುಂಡಾಗಿ ಕೆಲ ಪ್ರದೇಶಗಳಲ್ಲಿ ವಿದ್ಯುತ್ ಪೂರೈಕೆ ಸ್ಥಗಿತಗೊಂಡಿತು. ಅದೃಷ್ಟವಶಾತ್ ಯಾವುದೇ ಪ್ರಾಣಹಾನಿ ಸಂಭವಿಸಿಲ್ಲ. ಸ್ಥಳಕ್ಕೆ ಆಗಮಿಸಿದ ನಗರಸಭೆ ಸಿಬ್ಬಂದಿ ಮರ ತೆರವುಗೊಳಿಸುವ ಕಾರ್ಯ ಕೈಗೊಂಡರು. ಹೆಸ್ಕಾಂ ಸಿಬ್ಬಂದಿ ವಿದ್ಯುತ್ ಸಂಪರ್ಕ ಮರುಸ್ಥಾಪಿಸಿದರು. xyxy=(766,1189,922,1259)
person-figure xyxy=(799,505,821,539)
person-figure xyxy=(221,913,241,959)
pocso-text: ಅಪ್ರಾಪ್ತ ಬಾಲಕಿಯನ್ನು ಅಪಹರಿಸಿ ಅತ್ಯಾಚಾರ ಎಸಗಿದ್ದ ಆರೋಪಿಗೆ 20 ವರ್ಷಗಳ ಕಠಿಣ ಜೈಲು ಶಿಕ್ಷೆ ಹಾಗೂ ದಂಡ ವಿಧಿಸಿ ಜಿಲ್ಲಾ ಹೆಚ್ಚುವರಿ ಸೆಷನ್ಸ್ ಮತ್ತು ವಿಶೇಷ ನ್ಯಾಯಾಲಯ ತೀರ್ಪು ನೀಡಿದೆ. ಪ್ರಕರಣದ ತನಿಖೆ ನಡೆಸಿದ ಪೊಲೀಸರು ನ್ಯಾಯಾಲಯಕ್ಕೆ ದೋಷಾರೋಪ ಪಟ್ಟಿ ಸಲ್ಲಿಸಿದ್ದರು. ವಿಚಾರಣೆ ನಡೆಸಿದ ನ್ಯಾಯಾಧೀಶರು ಆರೋಪ ಸಾಬೀತಾದ ಹಿನ್ನೆಲೆಯಲ್ಲಿ ಶಿಕ್ಷೆ ಪ್ರಕಟಿಸಿದರು. ದಂಡದ ಮೊತ್ತದಲ್ಲಿ ಸಂತ್ರಸ್ತೆಗೆ ಪರಿಹಾರ ನೀಡಲು ಆದೇಶಿಸಲಾಗಿದೆ. ಸರ್ಕಾರದ ಪರವಾಗಿ ವಿಶೇಷ ಸರ್ಕಾರಿ ಅಭಿಯೋಜಕರು ವಾದ ಮಂಡಿಸಿದ್ದರು. ಸಾಕ್ಷಿಗಳ ಹೇಳಿಕೆ ಹಾಗೂ ವೈದ್ಯಕೀಯ ವರದಿಯನ್ನು ಆಧರಿಸಿ ನ್ಯಾಯಾಲಯ ಈ ತೀರ್ಪು ನೀಡಿದೆ. xyxy=(208,633,466,693)
person-face xyxy=(151,991,177,1023)
lead-bottom: ಕನ್ನಡ, ಹಿಂದಿ ಹಾಗೂ ಮರಾಠಿ ಗೀತೆಗಳನ್ನು ಹಾಡಿದ ಕಲಾವಿದರು ಚಪ್ಪಾಳೆ ಗಿಟ್ಟಿಸಿದರು. ಹಾಸ್ಯ ಕಲಾವಿದರ ಚುಟುಕು ಪ್ರಸಂಗಗಳು ಪ್ರೇಕ್ಷಕರನ್ನು ನಕ್ಕು ನಲಿಸಿದವು. ಸಂಗೀತ ನಿರ್ದೇಶಕರ ತಂಡ ಅದ್ಭುತವಾಗಿ ವಾದ್ಯ ಸಂಯೋಜನೆ ಮಾಡಿತು. ಮಹಿಳೆಯರು, ಮಕ್ಕಳು ಸೇರಿದಂತೆ ಸಾವಿರಾರು ಜನರು ಪಾಲ್ಗೊಂಡಿದ್ದರು. ಸ್ವಾಗತ ಹಾಗೂ ವಂದನಾರ್ಪಣೆಯನ್ನು ಸಂಘದ ಸದಸ್ಯರು ನೆರವೇರಿಸಿದರು. ಕಾರ್ಯಕ್ರಮದ ಯಶಸ್ಸಿಗೆ ಶ್ರಮಿಸಿದ ಸ್ವಯಂಸೇವಕರನ್ನು ಅಭಿನಂದಿಸಲಾಯಿತು. xyxy=(370,513,684,552)
person-figure xyxy=(645,213,673,285)
ekata-text: ಅಖಿಲ ಭಾರತ ವೀರಶೈವ ಮಹಾಸಭಾ ವತಿಯಿಂದ ಆಯೋಜಿಸಲಾಗಿರುವ ಏಕತಾ ಸಮಾವೇಶದಲ್ಲಿ ಪಂಚಪೀಠಾಧೀಶ್ವರರು ಪಾಲ್ಗೊಳ್ಳಲಿದ್ದಾರೆ ಎಂದು ರಂಭಾಪುರಿ ಜಗದ್ಗುರುಗಳು ತಿಳಿಸಿದರು. ಸಮಾಜದ ಒಗ್ಗಟ್ಟು ಹಾಗೂ ಸಂಘಟನೆ ಬಲಪಡಿಸುವ ಉದ್ದೇಶದಿಂದ ಈ ಸಮಾವೇಶ ಆಯೋಜಿಸಲಾಗಿದೆ. ಧರ್ಮದ ಮೌಲ್ಯಗಳನ್ನು ಯುವಪೀಳಿಗೆಗೆ ತಲುಪಿಸುವ ಕಾರ್ಯ ನಡೆಯಬೇಕಿದೆ. ಸಮಾಜದಲ್ಲಿ ಒಡಕು ಮೂಡಿಸುವ ಪ್ರಯತ್ನಗಳಿಗೆ ಅವಕಾಶ ನೀಡಬಾರದು ಎಂದು ಹೇಳಿದರು. ಸಮಾವೇಶಕ್ಕೆ ರಾಜ್ಯದ ವಿವಿಧ ಭಾಗಗಳಿಂದ ಲಕ್ಷಾಂತರ ಭಕ್ತರು ಆಗಮಿಸುವ ನಿರೀಕ್ಷೆಯಿದೆ. ಪೂರ್ವಸಿದ್ಧತೆ ಭರದಿಂದ ಸಾಗಿದೆ. ಎಲ್ಲರೂ ಸಹಕರಿಸಬೇಕು ಎಂದು ಮನವಿ ಮಾಡಿದರು. ಈ ಸಂದರ್ಭದಲ್ಲಿ ಮಠಾಧೀಶರು ಹಾಗೂ ಸಮಾಜದ ಮುಖಂಡರು ಉಪಸ್ಥಿತರಿದ್ದರು. xyxy=(478,959,586,1121)
lead-photo xyxy=(370,166,684,314)
divider-h3 xyxy=(471,930,922,931)
pocso-headline: ಬಾಲಕಿ ಮೇಲೆ ಅತ್ಯಾಚಾರ ಅಪರಾಧಿಗೆ 20 ವರ್ಷ ಜೈಲು ಶಿಕ್ಷೆ xyxy=(217,587,455,625)
table xyxy=(497,1227,755,1261)
tree-body xyxy=(766,1188,922,1308)
hand-pointer-icon xyxy=(30,207,74,241)
person-figure xyxy=(709,511,731,571)
tree-photo xyxy=(766,1312,922,1424)
person-face xyxy=(153,533,177,563)
page-number: ೧೧ xyxy=(58,54,92,89)
brief-headline: ರಾಜ್ಯ ಮಟ್ಟಕ್ಕೆ ಸಾಯಿರಾಮ್ ಆಯ್ಕೆ xyxy=(40,253,178,268)
member-photo xyxy=(128,980,196,1070)
road xyxy=(767,1405,923,1425)
person-shirt xyxy=(137,1025,189,1071)
kalyana-headline: ಕಲ್ಯಾಣ ಕರ್ನಾಟಕ ಉತ್ಸವಕ್ಕೆ ಸಿಎಂ ಬರಲಿ xyxy=(534,585,864,616)
pocso-dateline: ಕೊಪ್ಪಳ: xyxy=(208,633,227,641)
contact-title: ಪತ್ರಿಕೆಗಾಗಿ ಸಂಪರ್ಕಿಸಿ xyxy=(23,98,195,117)
registration-right xyxy=(800,1444,850,1454)
people-row xyxy=(381,207,675,287)
brief-dateline: ಧಾರವಾಡ: xyxy=(22,293,46,301)
person-shirt xyxy=(139,355,191,395)
robe xyxy=(597,1053,669,1079)
person-figure xyxy=(759,505,781,539)
sagara-col1 xyxy=(366,1162,490,1440)
box-body: 15 ವರ್ಷಗಳಿಂದ ನಿರಂತರವಾಗಿ ಸಂಗೀತ ರಸಮಂಜರಿ ಕಾರ್ಯಕ್ರಮ ಆಯೋಜಿಸುತ್ತಿರುವ ಶ್ರೀಶೈಲ ಭಜಂತ್ರಿ ಅವರ ಕಾರ್ಯಕ್ಕೆ ಗಣ್ಯರು ಮೆಚ್ಚುಗೆ ವ್ಯಕ್ತಪಡಿಸಿದರು. ಕಲಾವಿದರನ್ನು ಗುರುತಿಸಿ ವೇದಿಕೆ ಕಲ್ಪಿಸುವ ಅವರ ಕಾರ್ಯ ಅನುಕರಣೀಯ ಎಂದು ಹೇಳಿದರು. ಈ ಸಂದರ್ಭದಲ್ಲಿ ಅವರನ್ನು ಸನ್ಮಾನಿಸಿ ಗೌರವಿಸಲಾಯಿತು. ಕಲೆ ಮತ್ತು ಸಂಸ್ಕೃತಿಯ ಉಳಿವಿಗೆ ಶ್ರಮಿಸುತ್ತಿರುವ ಅವರ ಸೇವೆ ಮುಂದುವರಿಯಲಿ ಎಂದು ಹಾರೈಸಿದರು. xyxy=(463,344,679,394)
person-shirt xyxy=(139,565,189,605)
person-figure xyxy=(367,915,387,959)
brief-body xyxy=(22,458,196,663)
